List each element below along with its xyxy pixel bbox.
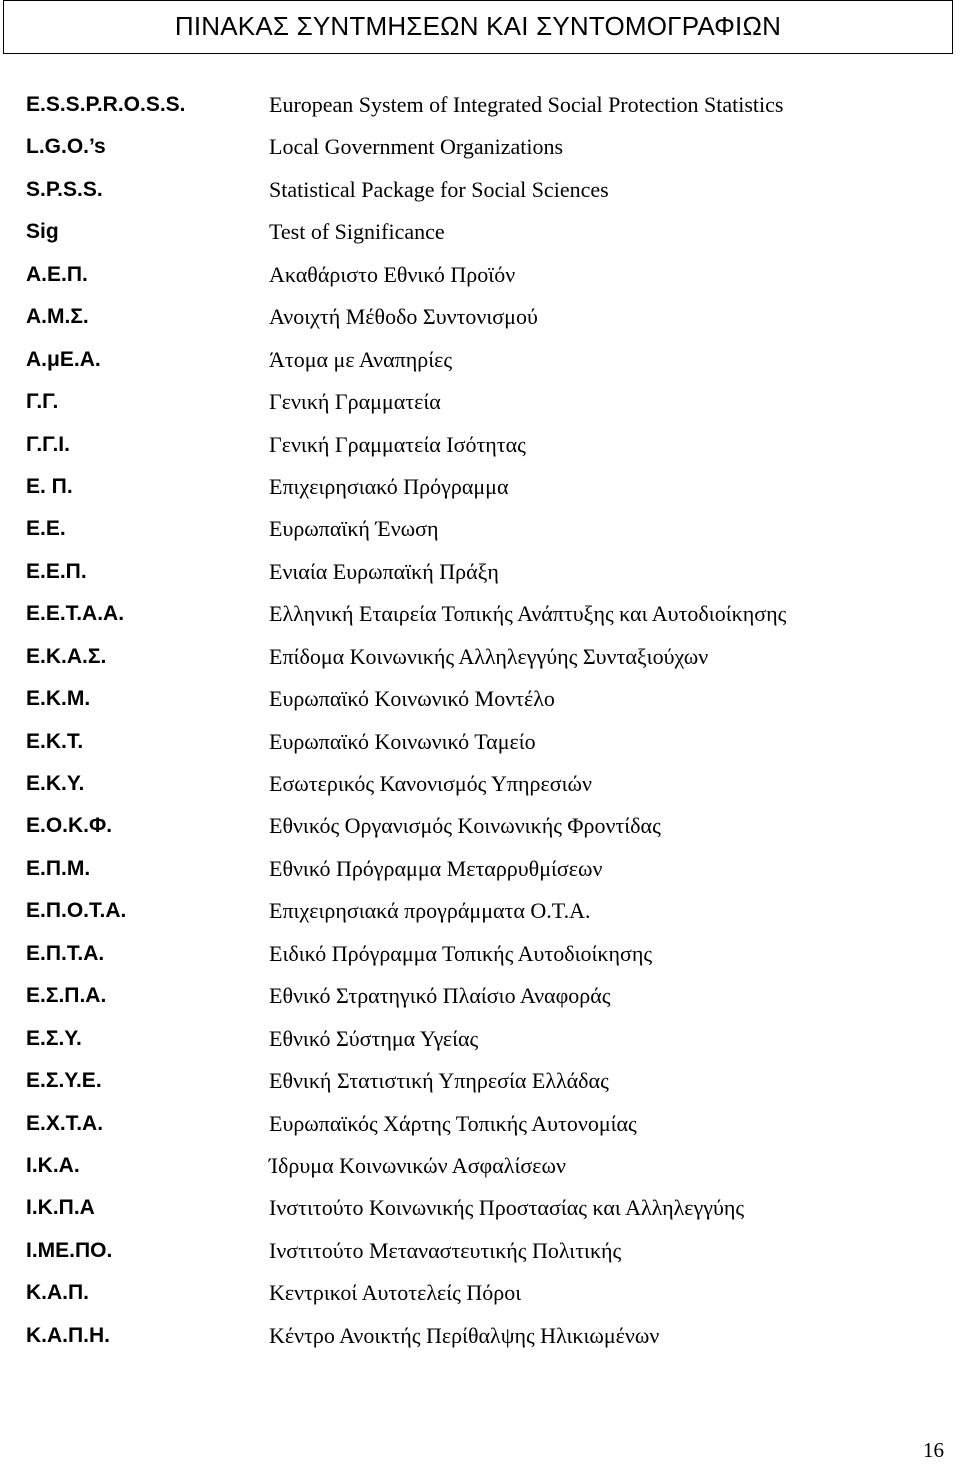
abbreviation-term: Γ.Γ.Ι.	[26, 432, 70, 456]
abbreviation-meaning: Εθνικό Πρόγραμμα Μεταρρυθμίσεων	[269, 855, 603, 881]
abbreviation-meaning: Εθνικό Στρατηγικό Πλαίσιο Αναφοράς	[269, 983, 611, 1009]
abbreviation-row	[0, 211, 960, 253]
abbreviation-meaning: Ελληνική Εταιρεία Τοπικής Ανάπτυξης και Αυτοδιοίκησης	[269, 601, 787, 627]
abbreviation-meaning: Ινστιτούτο Μεταναστευτικής Πολιτικής	[269, 1237, 622, 1263]
abbreviation-term: Ε.Ε.	[26, 517, 66, 541]
abbreviation-meaning: Ανοιχτή Μέθοδο Συντονισμού	[269, 304, 538, 330]
abbreviation-row	[0, 381, 960, 423]
abbreviation-term: Α.Μ.Σ.	[26, 305, 89, 329]
abbreviation-term: Ε. Π.	[26, 474, 73, 498]
abbreviation-row	[0, 1187, 960, 1229]
abbreviation-row	[0, 1103, 960, 1145]
abbreviation-meaning: Ευρωπαϊκό Κοινωνικό Μοντέλο	[269, 686, 555, 712]
abbreviation-row	[0, 1230, 960, 1272]
abbreviation-row	[0, 1272, 960, 1314]
abbreviation-term: Ε.Κ.Μ.	[26, 687, 91, 711]
abbreviation-term: Ε.Σ.Υ.Ε.	[26, 1069, 102, 1093]
abbreviation-term: Ε.Σ.Υ.	[26, 1026, 82, 1050]
abbreviation-row	[0, 975, 960, 1017]
abbreviation-term: Ι.ΜΕ.ΠΟ.	[26, 1238, 113, 1262]
title-box	[3, 0, 953, 54]
abbreviation-meaning: Εθνικός Οργανισμός Κοινωνικής Φροντίδας	[269, 813, 661, 839]
abbreviation-term: Α.μΕ.Α.	[26, 347, 101, 371]
abbreviation-term: Ι.Κ.Π.Α	[26, 1196, 95, 1220]
abbreviation-row	[0, 763, 960, 805]
abbreviation-row	[0, 848, 960, 890]
abbreviation-row	[0, 721, 960, 763]
abbreviation-meaning: Local Government Organizations	[269, 134, 564, 160]
abbreviation-meaning: Ευρωπαϊκός Χάρτης Τοπικής Αυτονομίας	[269, 1110, 637, 1136]
abbreviation-term: Sig	[26, 220, 59, 244]
abbreviation-row	[0, 551, 960, 593]
abbreviation-row	[0, 1060, 960, 1102]
abbreviation-row	[0, 1315, 960, 1357]
abbreviation-term: Κ.Α.Π.Η.	[26, 1323, 110, 1347]
abbreviation-row	[0, 424, 960, 466]
abbreviation-term: Ε.Ε.Π.	[26, 559, 87, 583]
abbreviation-term: Ε.Σ.Π.Α.	[26, 984, 107, 1008]
abbreviation-meaning: Επιχειρησιακά προγράμματα Ο.Τ.Α.	[269, 898, 591, 924]
abbreviation-meaning: Ινστιτούτο Κοινωνικής Προστασίας και Αλληλεγγύης	[269, 1195, 745, 1221]
abbreviation-meaning: Ευρωπαϊκό Κοινωνικό Ταμείο	[269, 728, 536, 754]
abbreviation-meaning: Άτομα με Αναπηρίες	[269, 346, 453, 372]
abbreviation-term: Α.Ε.Π.	[26, 262, 88, 286]
abbreviation-meaning: Ενιαία Ευρωπαϊκή Πράξη	[269, 558, 499, 584]
abbreviation-meaning: Γενική Γραμματεία Ισότητας	[269, 431, 526, 457]
abbreviation-meaning: Ειδικό Πρόγραμμα Τοπικής Αυτοδιοίκησης	[269, 940, 653, 966]
abbreviation-list	[0, 84, 960, 1357]
abbreviation-term: S.P.S.S.	[26, 177, 103, 201]
abbreviation-term: Ε.Ο.Κ.Φ.	[26, 814, 113, 838]
abbreviation-meaning: Γενική Γραμματεία	[269, 389, 441, 415]
abbreviation-term: Ε.Π.Τ.Α.	[26, 941, 105, 965]
abbreviation-row	[0, 466, 960, 508]
abbreviation-row	[0, 593, 960, 635]
abbreviation-row	[0, 890, 960, 932]
page-number: 16	[923, 1438, 944, 1462]
abbreviation-term: Ε.Κ.Υ.	[26, 772, 85, 795]
page-title: ΠΙΝΑΚΑΣ ΣΥΝΤΜΗΣΕΩΝ ΚΑΙ ΣΥΝΤΟΜΟΓΡΑΦΙΩΝ	[174, 10, 782, 41]
abbreviation-meaning: Εθνικό Σύστημα Υγείας	[269, 1025, 479, 1051]
abbreviation-term: Γ.Γ.	[26, 390, 59, 414]
abbreviation-term: Ε.Χ.Τ.Α.	[26, 1111, 104, 1135]
abbreviation-term: Ε.Π.Μ.	[26, 856, 91, 880]
abbreviation-meaning: Κέντρο Ανοικτής Περίθαλψης Ηλικιωμένων	[269, 1322, 660, 1348]
abbreviation-term: Ε.Κ.Α.Σ.	[26, 644, 107, 668]
abbreviation-row	[0, 1018, 960, 1060]
abbreviation-row	[0, 508, 960, 550]
abbreviation-row	[0, 1145, 960, 1187]
abbreviation-meaning: Test of Significance	[269, 219, 445, 245]
abbreviation-meaning: Ακαθάριστο Εθνικό Προϊόν	[269, 261, 516, 287]
abbreviation-term: E.S.S.P.R.O.S.S.	[26, 93, 186, 116]
abbreviation-row	[0, 169, 960, 211]
abbreviation-row	[0, 678, 960, 720]
abbreviation-meaning: Statistical Package for Social Sciences	[269, 176, 609, 202]
abbreviation-row	[0, 84, 960, 126]
abbreviation-meaning: Επιχειρησιακό Πρόγραμμα	[269, 473, 509, 499]
abbreviation-row	[0, 933, 960, 975]
abbreviation-meaning: Κεντρικοί Αυτοτελείς Πόροι	[269, 1280, 522, 1306]
abbreviation-term: Ε.Π.Ο.Τ.Α.	[26, 899, 127, 923]
abbreviation-meaning: Ίδρυμα Κοινωνικών Ασφαλίσεων	[269, 1152, 566, 1178]
abbreviation-meaning: Εσωτερικός Κανονισμός Υπηρεσιών	[269, 771, 592, 796]
abbreviation-row	[0, 126, 960, 168]
abbreviation-row	[0, 254, 960, 296]
abbreviation-meaning: Εθνική Στατιστική Υπηρεσία Ελλάδας	[269, 1068, 609, 1094]
abbreviation-row	[0, 339, 960, 381]
abbreviation-meaning: European System of Integrated Social Protection Statistics	[269, 92, 784, 117]
abbreviation-row	[0, 296, 960, 338]
abbreviation-term: Κ.Α.Π.	[26, 1281, 89, 1305]
abbreviation-term: Ε.Ε.Τ.Α.Α.	[26, 602, 125, 626]
abbreviation-term: L.G.O.’s	[26, 135, 106, 159]
abbreviation-meaning: Ευρωπαϊκή Ένωση	[269, 516, 439, 542]
abbreviation-term: Ε.Κ.Τ.	[26, 729, 84, 753]
abbreviation-meaning: Επίδομα Κοινωνικής Αλληλεγγύης Συνταξιούχων	[269, 643, 709, 669]
abbreviation-term: Ι.Κ.Α.	[26, 1153, 80, 1177]
abbreviation-row	[0, 805, 960, 847]
abbreviation-row	[0, 636, 960, 678]
